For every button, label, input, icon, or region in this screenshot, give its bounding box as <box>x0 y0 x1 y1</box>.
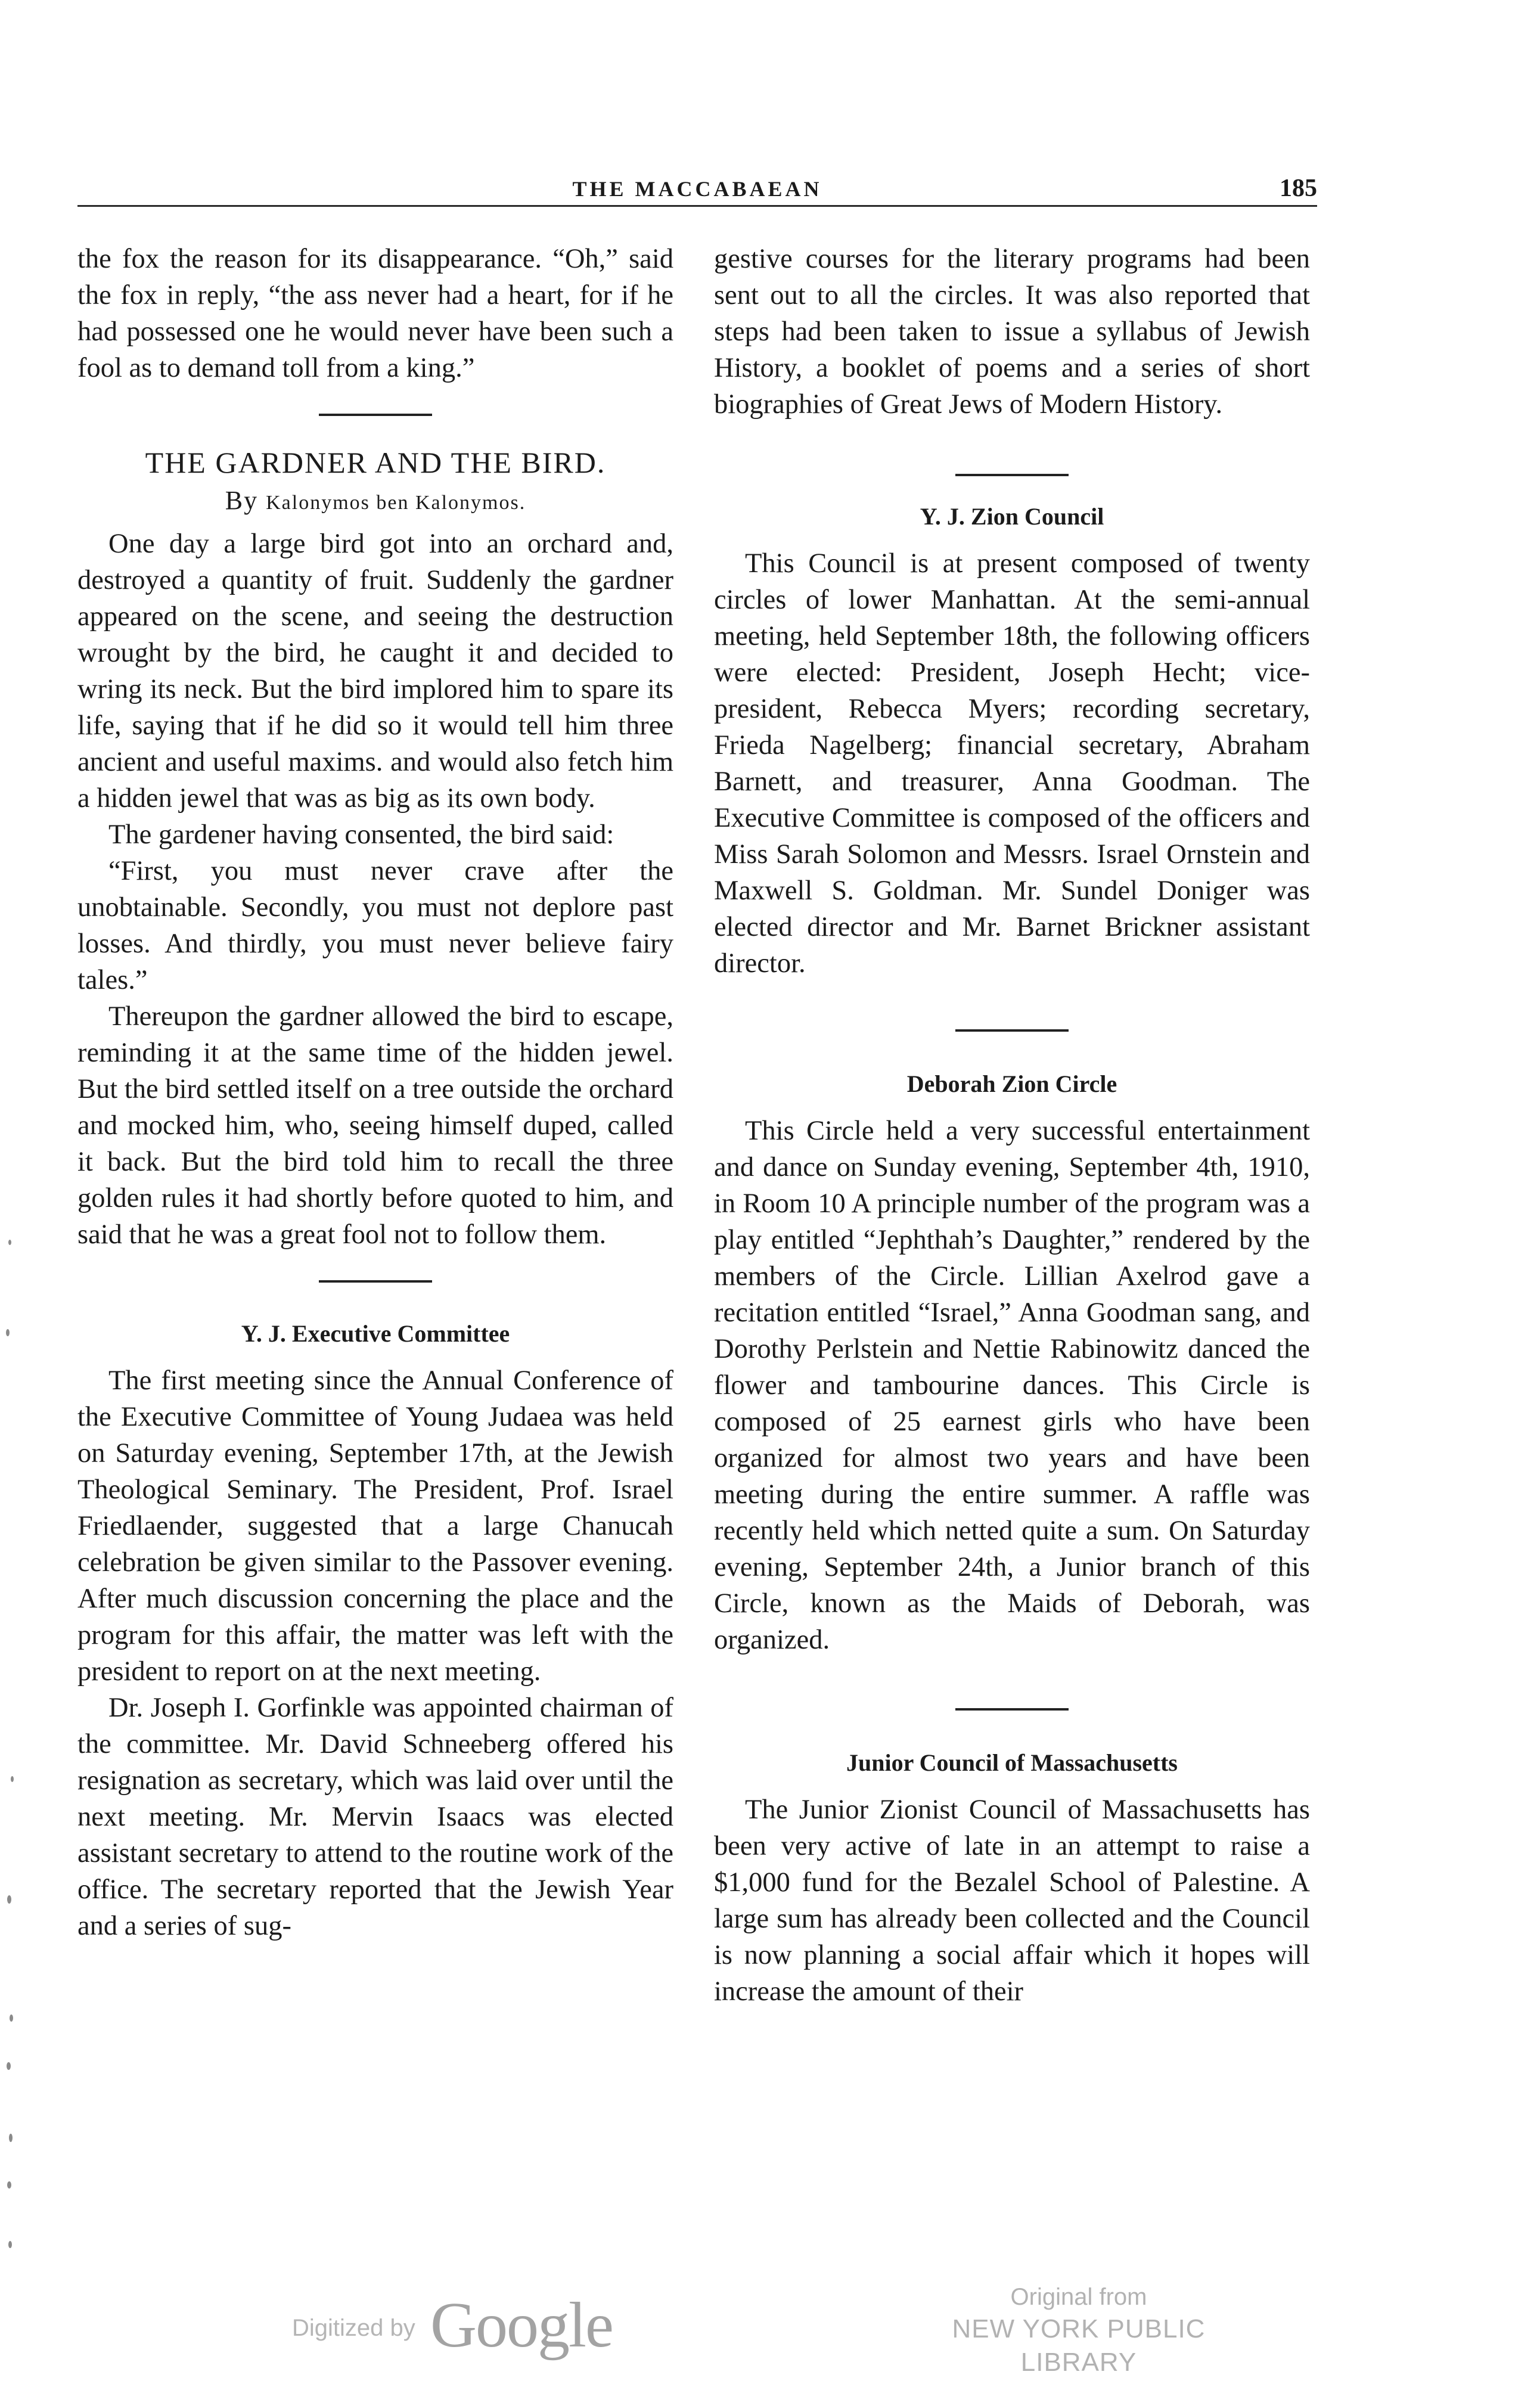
essay-title: THE GARDNER AND THE BIRD. <box>145 446 606 479</box>
fable-ending-paragraph: the fox the reason for its disappearance. “Oh,” said the fox in reply, “the ass never had a heart, for if he had possessed one he would never have been such a fool as to demand toll from a king.” <box>77 244 673 383</box>
scan-speck <box>7 1895 11 1904</box>
scan-speck <box>7 2062 11 2070</box>
section-divider <box>955 474 1069 476</box>
page-number: 185 <box>1280 175 1317 202</box>
essay-paragraph: One day a large bird got into an orchard and, destroyed a quantity of fruit. Suddenly the gardner appeared on the scene, and seeing the destruction wrought by the bird, he caught it and decided to wring its neck. But the bird implored him to spare its life, saying that if he did so it would tell him three ancient and useful maxims. and would also fetch him a hidden jewel that was as big as its own body. <box>77 529 673 814</box>
source-library-watermark <box>894 2281 1263 2379</box>
right-column <box>714 241 1310 2010</box>
scan-speck <box>10 2014 13 2022</box>
essay-byline <box>77 482 673 521</box>
essay-paragraph: Thereupon the gardner allowed the bird to escape, reminding it at the same time of the hidden jewel. But the bird settled itself on a tree outside the orchard and mocked him, who, seeing himself duped, called it back. But the bird told him to recall the three golden rules it had shortly before quoted to him, and said that he was a great fool not to follow them. <box>77 1001 673 1250</box>
original-from-label: Original from <box>1010 2284 1147 2310</box>
section-divider <box>955 1708 1069 1711</box>
left-column <box>77 241 673 1944</box>
digitized-by-label: Digitized by <box>292 2315 415 2341</box>
essay-paragraph: The gardener having consented, the bird said: <box>108 820 614 850</box>
scan-speck <box>9 2134 13 2142</box>
byline-by: By <box>225 486 259 515</box>
section-divider <box>319 414 432 416</box>
section-heading-deborah-circle: Deborah Zion Circle <box>906 1070 1117 1097</box>
article-paragraph: The Junior Zionist Council of Massachusetts has been very active of late in an attempt to raise a $1,000 fund for the Bezalel School of Palestine. A large sum has already been collected and the Council is now planning a social affair which it hopes will increase the amount of their <box>714 1795 1310 2007</box>
scan-speck <box>6 1329 10 1336</box>
scan-speck <box>8 1240 11 1245</box>
digitization-watermark <box>292 2289 650 2366</box>
article-paragraph: Dr. Joseph I. Gorfinkle was appointed chairman of the committee. Mr. David Schneeberg offered his resignation as secretary, which was laid over until the next meeting. Mr. Mervin Isaacs was elected assistant secretary to attend to the routine work of the office. The secretary reported that the Jewish Year and a series of sug- <box>77 1693 673 1941</box>
scan-speck <box>8 2241 12 2248</box>
section-heading-junior-council: Junior Council of Massachusetts <box>846 1749 1178 1776</box>
article-paragraph: The first meeting since the Annual Conference of the Executive Committee of Young Judaea was held on Saturday evening, September 17th, at the Jewish Theological Seminary. The President, Prof. Israel Friedlaender, suggested that a large Chanucah celebration be given similar to the Passover evening. After much discussion concerning the place and the program for this affair, the matter was left with the president to report on at the next meeting. <box>77 1365 673 1687</box>
scan-speck <box>11 1776 14 1782</box>
section-heading-zion-council: Y. J. Zion Council <box>920 503 1104 530</box>
scan-speck <box>7 2181 11 2189</box>
section-divider <box>319 1280 432 1283</box>
byline-author: Kalonymos ben Kalonymos. <box>266 492 526 514</box>
library-name: NEW YORK PUBLIC LIBRARY <box>952 2314 1206 2377</box>
article-continuation: gestive courses for the literary programs had been sent out to all the circles. It was also reported that steps had been taken to issue a syllabus of Jewish History, a booklet of poems and a series of short biographies of Great Jews of Modern History. <box>714 244 1310 420</box>
running-header <box>77 174 1317 207</box>
article-paragraph: This Circle held a very successful entertainment and dance on Sunday evening, September 4th, 1910, in Room 10 A principle number of the program was a play entitled “Jephthah’s Daughter,” rendered by the members of the Circle. Lillian Axelrod gave a recitation entitled “Israel,” Anna Goodman sang, and Dorothy Perlstein and Nettie Rabinowitz danced the flower and tambourine dances. This Circle is composed of 25 earnest girls who have been organized for almost two years and have been meeting during the entire summer. A raffle was recently held which netted quite a sum. On Saturday evening, September 24th, a Junior branch of this Circle, known as the Maids of Deborah, was organized. <box>714 1116 1310 1655</box>
scan-margin-specks <box>0 1192 24 2324</box>
journal-title: THE MACCABAEAN <box>572 177 822 201</box>
google-logo: Google <box>430 2290 613 2361</box>
article-paragraph: This Council is at present composed of twenty circles of lower Manhattan. At the semi-annual meeting, held September 18th, the following officers were elected: President, Joseph Hecht; vice-president, Rebecca Myers; recording secretary, Frieda Nagelberg; financial secretary, Abraham Barnett, and treasurer, Anna Goodman. The Executive Committee is composed of the officers and Miss Sarah Solomon and Messrs. Israel Ornstein and Maxwell S. Goldman. Mr. Sundel Doniger was elected director and Mr. Barnet Brickner assistant director. <box>714 548 1310 979</box>
essay-paragraph: “First, you must never crave after the unobtainable. Secondly, you must not deplore past losses. And thirdly, you must never believe fairy tales.” <box>77 856 673 995</box>
section-heading-executive-committee: Y. J. Executive Committee <box>241 1320 510 1347</box>
section-divider <box>955 1029 1069 1032</box>
